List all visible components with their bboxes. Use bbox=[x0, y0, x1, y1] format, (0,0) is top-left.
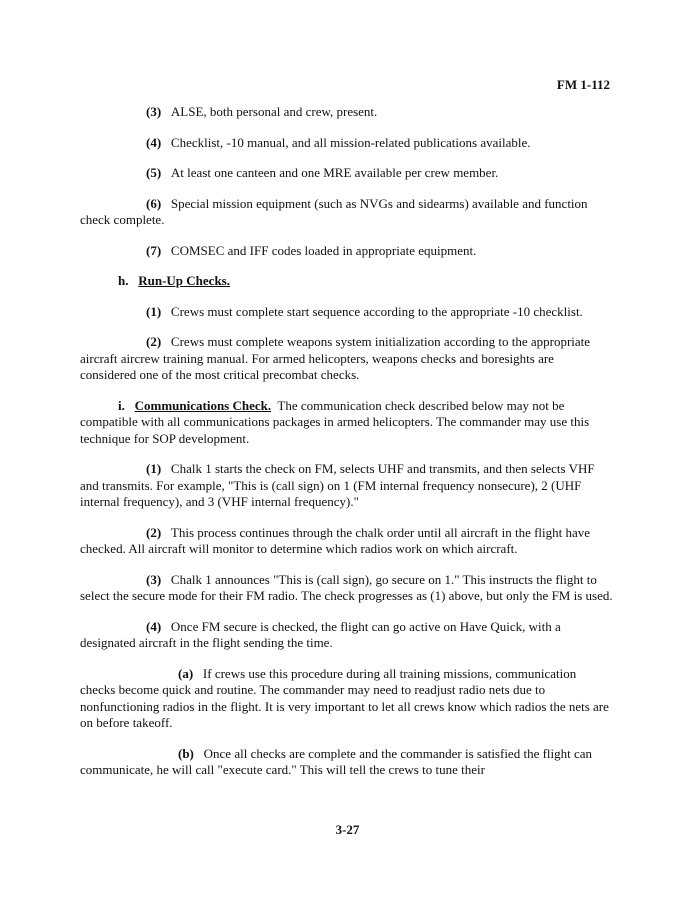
paragraph bbox=[80, 525, 613, 558]
item-text: ALSE, both personal and crew, present. bbox=[170, 104, 378, 119]
section-letter: i. bbox=[118, 397, 125, 413]
item-number: (5) bbox=[146, 165, 162, 180]
section-heading-h bbox=[80, 273, 613, 290]
paragraph-text: Crews must complete weapons system initialization according to the appropriate aircraft aircrew training manual. For armed helicopters, weapons checks and boresights are considered one of the most critical precombat checks. bbox=[80, 334, 591, 382]
document-id: FM 1-112 bbox=[556, 77, 610, 92]
paragraph-text: This process continues through the chalk order until all aircraft in the flight have checked. All aircraft will monitor to determine which radios work on which aircraft. bbox=[80, 524, 591, 556]
paragraph-number: (2) bbox=[146, 334, 162, 349]
list-item bbox=[80, 135, 613, 152]
subparagraph-letter: (b) bbox=[178, 745, 194, 761]
paragraph-number: (1) bbox=[146, 461, 162, 476]
section-heading-i bbox=[80, 398, 613, 448]
paragraph bbox=[80, 572, 613, 605]
page-number: 3-27 bbox=[335, 822, 360, 837]
paragraph-text: Chalk 1 announces "This is (call sign), go secure on 1." This instructs the flight to select the secure mode for their FM radio. The check progresses as (1) above, but only the FM is used. bbox=[80, 571, 613, 603]
paragraph-number: (3) bbox=[146, 571, 162, 587]
subparagraph bbox=[80, 746, 613, 779]
list-item bbox=[80, 104, 613, 121]
paragraph bbox=[80, 461, 613, 511]
subparagraph bbox=[80, 666, 613, 732]
paragraph bbox=[80, 334, 613, 384]
item-number: (3) bbox=[146, 104, 162, 119]
list-item bbox=[80, 243, 613, 260]
item-number: (7) bbox=[146, 242, 162, 258]
item-text: Special mission equipment (such as NVGs and sidearms) available and function check complete. bbox=[80, 195, 588, 227]
paragraph-number: (2) bbox=[146, 524, 162, 540]
paragraph-number: (1) bbox=[146, 303, 162, 319]
section-title: Run-Up Checks. bbox=[138, 273, 230, 288]
item-text: COMSEC and IFF codes loaded in appropriate equipment. bbox=[170, 242, 477, 258]
section-letter: h. bbox=[118, 273, 129, 288]
paragraph bbox=[80, 304, 613, 321]
item-number: (6) bbox=[146, 195, 162, 211]
paragraph bbox=[80, 619, 613, 652]
item-number: (4) bbox=[146, 134, 162, 150]
section-intro: The communication check described below may not be compatible with all communications packages in armed helicopters. The commander may use this technique for SOP development. bbox=[80, 397, 590, 446]
subparagraph-text: Once all checks are complete and the commander is satisfied the flight can communicate, he will call "execute card." This will tell the crews to tune their bbox=[80, 745, 593, 777]
section-title: Communications Check. bbox=[134, 397, 272, 413]
subparagraph-letter: (a) bbox=[178, 665, 194, 681]
paragraph-text: Once FM secure is checked, the flight can go active on Have Quick, with a designated aircraft in the flight sending the time. bbox=[80, 618, 561, 650]
page-body bbox=[80, 104, 613, 793]
item-text: At least one canteen and one MRE available per crew member. bbox=[170, 165, 499, 180]
subparagraph-text: If crews use this procedure during all training missions, communication checks become quick and routine. The commander may need to readjust radio nets due to nonfunctioning radios in the flight. It is very important to let all crews know which radios the nets are on before takeoff. bbox=[80, 665, 609, 730]
paragraph-text: Crews must complete start sequence according to the appropriate -10 checklist. bbox=[170, 303, 583, 319]
paragraph-number: (4) bbox=[146, 618, 162, 634]
list-item bbox=[80, 196, 613, 229]
paragraph-text: Chalk 1 starts the check on FM, selects UHF and transmits, and then selects VHF and transmits. For example, "This is (call sign) on 1 (FM internal frequency nonsecure), 2 (UHF internal frequency), and 3 (VHF internal frequency)." bbox=[80, 461, 595, 509]
item-text: Checklist, -10 manual, and all mission-related publications available. bbox=[170, 134, 531, 150]
list-item bbox=[80, 165, 613, 182]
